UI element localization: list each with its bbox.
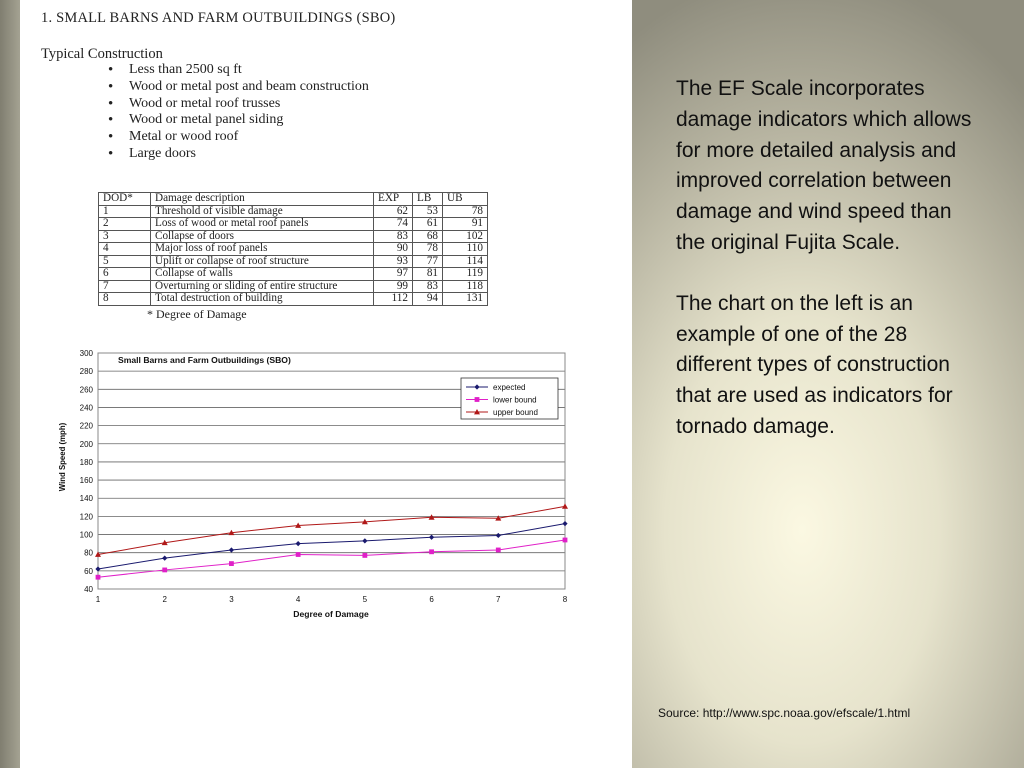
data-point <box>429 535 434 540</box>
data-point <box>562 521 567 526</box>
cell-exp: 93 <box>374 255 413 268</box>
chart-legend <box>461 378 558 419</box>
chart-title: Small Barns and Farm Outbuildings (SBO) <box>118 355 291 365</box>
data-point <box>162 568 167 573</box>
table-row <box>99 268 488 281</box>
y-tick-label: 100 <box>79 530 93 540</box>
y-tick-label: 60 <box>84 566 93 576</box>
cell-lb: 81 <box>413 268 443 281</box>
cell-exp: 97 <box>374 268 413 281</box>
cell-description: Overturning or sliding of entire structure <box>151 280 374 293</box>
bullet-item: • Wood or metal panel siding <box>108 112 369 129</box>
y-tick-label: 160 <box>79 476 93 486</box>
cell-ub: 78 <box>443 205 488 218</box>
bullet-item: • Large doors <box>108 146 369 163</box>
table-row <box>99 255 488 268</box>
cell-ub: 119 <box>443 268 488 281</box>
legend-marker <box>475 397 480 402</box>
cell-dod: 7 <box>99 280 151 293</box>
cell-lb: 94 <box>413 293 443 306</box>
x-tick-label: 7 <box>496 595 501 604</box>
cell-ub: 114 <box>443 255 488 268</box>
header-lb: LB <box>413 193 443 206</box>
table-row <box>99 218 488 231</box>
bullet-item: • Wood or metal roof trusses <box>108 96 369 113</box>
header-description: Damage description <box>151 193 374 206</box>
cell-dod: 8 <box>99 293 151 306</box>
cell-ub: 91 <box>443 218 488 231</box>
cell-dod: 5 <box>99 255 151 268</box>
data-point <box>162 556 167 561</box>
chart-x-axis-label: Degree of Damage <box>293 609 369 619</box>
cell-dod: 6 <box>99 268 151 281</box>
y-tick-label: 200 <box>79 439 93 449</box>
x-tick-label: 5 <box>362 595 368 604</box>
chart-x-tick-labels <box>96 595 568 604</box>
cell-description: Collapse of walls <box>151 268 374 281</box>
data-point <box>96 575 101 580</box>
cell-dod: 2 <box>99 218 151 231</box>
header-ub: UB <box>443 193 488 206</box>
table-row <box>99 205 488 218</box>
bullet-item: • Less than 2500 sq ft <box>108 62 369 79</box>
cell-dod: 1 <box>99 205 151 218</box>
data-point <box>362 538 367 543</box>
cell-description: Major loss of roof panels <box>151 243 374 256</box>
chart-series-group <box>95 503 568 579</box>
y-tick-label: 280 <box>79 367 93 377</box>
data-point <box>496 533 501 538</box>
x-tick-label: 2 <box>162 595 167 604</box>
cell-exp: 83 <box>374 230 413 243</box>
header-dod: DOD* <box>99 193 151 206</box>
x-tick-label: 3 <box>229 595 234 604</box>
y-tick-label: 140 <box>79 494 93 504</box>
document-title: 1. SMALL BARNS AND FARM OUTBUILDINGS (SBO) <box>41 10 396 26</box>
cell-ub: 110 <box>443 243 488 256</box>
x-tick-label: 1 <box>95 595 101 604</box>
cell-exp: 90 <box>374 243 413 256</box>
cell-exp: 99 <box>374 280 413 293</box>
cell-exp: 62 <box>374 205 413 218</box>
cell-lb: 53 <box>413 205 443 218</box>
cell-lb: 77 <box>413 255 443 268</box>
ef-scale-paragraph: The EF Scale incorporates damage indicators which allows for more detailed analysis and improved correlation between damage and wind speed than the original Fujita Scale. <box>676 77 972 254</box>
y-tick-label: 220 <box>79 421 93 431</box>
cell-ub: 131 <box>443 293 488 306</box>
cell-ub: 118 <box>443 280 488 293</box>
data-point <box>362 553 367 558</box>
series-line <box>98 524 565 569</box>
series-line <box>98 540 565 577</box>
y-tick-label: 180 <box>79 457 93 467</box>
bullet-item: • Metal or wood roof <box>108 129 369 146</box>
chart-explanation-paragraph: The chart on the left is an example of one of the 28 different types of construction that are used as indicators for tornado damage. <box>676 291 953 438</box>
cell-ub: 102 <box>443 230 488 243</box>
cell-exp: 112 <box>374 293 413 306</box>
cell-lb: 78 <box>413 243 443 256</box>
cell-description: Threshold of visible damage <box>151 205 374 218</box>
data-point <box>229 547 234 552</box>
cell-description: Loss of wood or metal roof panels <box>151 218 374 231</box>
y-tick-label: 120 <box>79 512 93 522</box>
wind-speed-chart <box>20 340 580 630</box>
chart-y-tick-labels <box>80 349 94 594</box>
data-point <box>229 561 234 566</box>
y-tick-label: 40 <box>84 585 93 594</box>
chart-y-axis-label: Wind Speed (mph) <box>58 422 67 492</box>
cell-description: Collapse of doors <box>151 230 374 243</box>
cell-lb: 61 <box>413 218 443 231</box>
damage-table <box>98 192 488 306</box>
typical-construction-heading: Typical Construction <box>41 46 163 62</box>
cell-description: Total destruction of building <box>151 293 374 306</box>
table-row <box>99 293 488 306</box>
cell-dod: 4 <box>99 243 151 256</box>
data-point <box>496 548 501 553</box>
x-tick-label: 6 <box>429 595 434 604</box>
slide-text-block <box>676 74 986 473</box>
table-row <box>99 230 488 243</box>
data-point <box>429 549 434 554</box>
cell-lb: 83 <box>413 280 443 293</box>
table-header-row <box>99 193 488 206</box>
data-point <box>562 503 568 508</box>
data-point <box>563 538 568 543</box>
source-citation: Source: http://www.spc.noaa.gov/efscale/1.html <box>658 706 911 720</box>
header-exp: EXP <box>374 193 413 206</box>
y-tick-label: 80 <box>84 548 93 558</box>
bullet-item: • Wood or metal post and beam construction <box>108 79 369 96</box>
left-border-strip <box>0 0 20 768</box>
legend-label: upper bound <box>493 408 538 417</box>
cell-description: Uplift or collapse of roof structure <box>151 255 374 268</box>
data-point <box>296 541 301 546</box>
series-expected <box>95 521 567 572</box>
series-line <box>98 506 565 554</box>
data-point <box>296 552 301 557</box>
cell-dod: 3 <box>99 230 151 243</box>
y-tick-label: 260 <box>79 385 93 395</box>
table-row <box>99 280 488 293</box>
legend-label: expected <box>493 383 526 392</box>
x-tick-label: 8 <box>562 595 568 604</box>
legend-label: lower bound <box>493 395 537 405</box>
cell-exp: 74 <box>374 218 413 231</box>
y-tick-label: 240 <box>79 403 93 413</box>
construction-bullet-list <box>108 62 369 163</box>
cell-lb: 68 <box>413 230 443 243</box>
table-footnote: * Degree of Damage <box>147 307 247 321</box>
x-tick-label: 4 <box>295 595 301 604</box>
y-tick-label: 300 <box>79 349 93 358</box>
table-row <box>99 243 488 256</box>
